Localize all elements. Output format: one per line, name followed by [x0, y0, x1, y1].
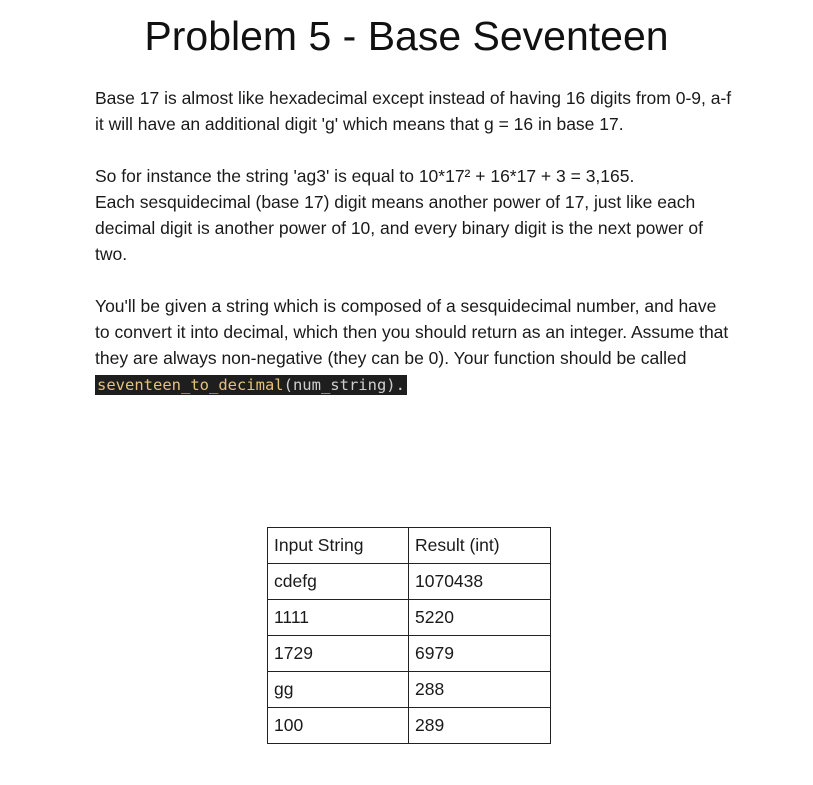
table-cell-result: 6979 — [409, 636, 551, 672]
table-row — [268, 600, 551, 636]
function-params: (num_string). — [283, 376, 405, 394]
intro-paragraph: Base 17 is almost like hexadecimal except instead of having 16 digits from 0-9, a-f it will have an additional digit 'g' which means that g = 16 in base 17. — [95, 88, 732, 134]
header-result: Result (int) — [409, 528, 551, 564]
table-row — [268, 672, 551, 708]
table-row — [268, 564, 551, 600]
table-cell-result: 5220 — [409, 600, 551, 636]
example-paragraph — [95, 163, 735, 267]
example-equation: So for instance the string 'ag3' is equal to 10*17² + 16*17 + 3 = 3,165. — [95, 166, 635, 186]
page-title: Problem 5 - Base Seventeen — [144, 13, 669, 59]
problem-description — [95, 85, 735, 398]
function-name: seventeen_to_decimal — [97, 376, 284, 394]
table-row — [268, 708, 551, 744]
table-cell-result: 1070438 — [409, 564, 551, 600]
table-cell-input: gg — [268, 672, 409, 708]
function-signature-code — [95, 375, 407, 395]
table-cell-input: 1729 — [268, 636, 409, 672]
table-row — [268, 636, 551, 672]
table-cell-result: 288 — [409, 672, 551, 708]
table-cell-input: cdefg — [268, 564, 409, 600]
header-input-string: Input String — [268, 528, 409, 564]
table-cell-input: 100 — [268, 708, 409, 744]
example-explanation: Each sesquidecimal (base 17) digit means another power of 17, just like each decimal digit is another power of 10, and every binary digit is the next power of two. — [95, 192, 703, 264]
task-text: You'll be given a string which is composed of a sesquidecimal number, and have to convert it into decimal, which then you should return as an integer. Assume that they are always non-negative (they can be 0). Your function should be called — [95, 296, 729, 368]
examples-table — [267, 527, 551, 744]
table-header-row — [268, 528, 551, 564]
table-cell-input: 1111 — [268, 600, 409, 636]
table-cell-result: 289 — [409, 708, 551, 744]
task-paragraph — [95, 293, 735, 398]
